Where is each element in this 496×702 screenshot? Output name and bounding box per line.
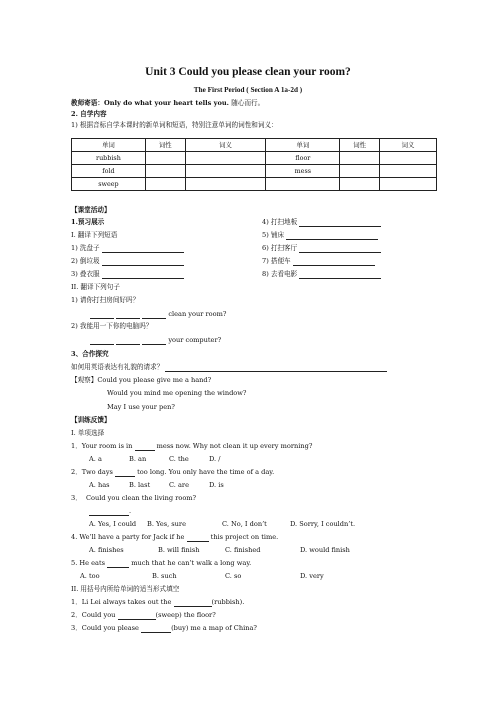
- phrase-item: 1) 洗盘子: [71, 244, 184, 253]
- answer-blank[interactable]: [286, 231, 378, 240]
- vocab-cell[interactable]: [185, 178, 266, 191]
- vocab-row: [72, 152, 437, 165]
- answer-blank[interactable]: [174, 598, 212, 607]
- self-study-heading: 2. 自学内容: [71, 110, 107, 118]
- vocab-cell[interactable]: [185, 165, 266, 178]
- self-study-item: 1) 根据音标自学本课时的新单词和短语，特别注意单词的词性和词义：: [71, 121, 278, 129]
- answer-blank[interactable]: [90, 336, 114, 345]
- vocab-cell[interactable]: [266, 178, 340, 191]
- sentence-cn: 2) 我能用一下你的电脑吗？: [71, 322, 153, 330]
- answer-blank[interactable]: [142, 336, 166, 345]
- vocab-cell[interactable]: [185, 152, 266, 165]
- vocab-row: [72, 165, 437, 178]
- preview-heading: 1.预习展示: [71, 218, 105, 226]
- phrase-item: 8) 去看电影: [262, 270, 381, 279]
- part1-title: I. 翻译下列短语: [71, 231, 118, 239]
- class-activity-heading: 【课堂活动】: [71, 206, 111, 214]
- answer-blank[interactable]: [141, 624, 171, 633]
- option[interactable]: D. would finish: [300, 546, 350, 554]
- answer-blank[interactable]: [107, 559, 129, 568]
- option[interactable]: A. finishes: [89, 546, 124, 554]
- answer-blank[interactable]: [299, 218, 381, 227]
- vocab-cell: sweep: [72, 178, 146, 191]
- page-subtitle: The First Period ( Section A 1a-2d ): [193, 86, 303, 94]
- answer-blank[interactable]: [90, 310, 114, 319]
- answer-blank[interactable]: [116, 336, 140, 345]
- vocab-header: 词义: [380, 139, 437, 152]
- phrase-item: 4) 打扫地板: [262, 218, 381, 227]
- question-4: 4. We’ll have a party for Jack if he this project on time.: [71, 533, 279, 541]
- answer-blank[interactable]: [135, 442, 155, 451]
- option[interactable]: C. No, I don’t: [222, 520, 267, 528]
- option[interactable]: C. finished: [225, 546, 261, 554]
- phrase-item: 3) 叠衣服: [71, 270, 184, 279]
- explore-heading: 3、合作探究: [71, 350, 109, 358]
- page-title: Unit 3 Could you please clean your room?: [145, 66, 351, 78]
- teacher-note: [71, 99, 264, 108]
- option[interactable]: B. such: [152, 572, 177, 580]
- phrase-item: 2) 倒垃圾: [71, 257, 184, 266]
- answer-blank[interactable]: [299, 270, 381, 279]
- option[interactable]: D. very: [300, 572, 324, 580]
- option[interactable]: A. a: [89, 455, 102, 463]
- question-2: 2．Two days too long. You only have the time of a day.: [71, 468, 275, 476]
- teacher-note-cn: 随心而行。: [231, 99, 265, 107]
- vocab-cell[interactable]: [340, 165, 380, 178]
- answer-blank[interactable]: [299, 244, 381, 253]
- vocab-cell: mess: [266, 165, 340, 178]
- vocab-cell[interactable]: [145, 152, 185, 165]
- fill-question-3: 3．Could you please (buy) me a map of China?: [71, 624, 257, 632]
- option[interactable]: D. is: [209, 481, 224, 489]
- vocab-cell[interactable]: [145, 178, 185, 191]
- answer-blank[interactable]: [293, 257, 375, 266]
- answer-blank[interactable]: [142, 310, 166, 319]
- option[interactable]: C. the: [169, 455, 189, 463]
- sentence-en: your computer?: [90, 336, 221, 345]
- teacher-note-text: Only do what your heart tells you.: [103, 99, 229, 107]
- answer-blank[interactable]: [102, 244, 184, 253]
- vocab-cell[interactable]: [380, 165, 437, 178]
- fill-question-2: 2．Could you (sweep) the floor?: [71, 611, 216, 619]
- answer-blank[interactable]: [116, 310, 140, 319]
- option[interactable]: D. /: [209, 455, 221, 463]
- option[interactable]: A. has: [89, 481, 110, 489]
- fill-question-1: 1．Li Lei always takes out the (rubbish).: [71, 598, 245, 606]
- vocab-cell[interactable]: [340, 152, 380, 165]
- option[interactable]: C. are: [169, 481, 189, 489]
- question-3-answer: .: [89, 507, 131, 516]
- sentence-cn: 1) 请你打扫房间好吗？: [71, 296, 140, 304]
- phrase-item: 5) 铺床: [262, 231, 378, 240]
- option[interactable]: B. Yes, sure: [147, 520, 186, 528]
- answer-blank[interactable]: [102, 257, 184, 266]
- question-1: 1．Your room is in mess now. Why not clean it up every morning?: [71, 442, 313, 450]
- vocab-row: [72, 178, 437, 191]
- observe-line: May I use your pen?: [107, 403, 175, 411]
- vocab-header: 词性: [145, 139, 185, 152]
- observe-line: Would you mind me opening the window?: [107, 389, 247, 397]
- answer-blank[interactable]: [187, 533, 209, 542]
- vocab-header: 单词: [72, 139, 146, 152]
- choice-part-title: I. 单项选择: [71, 429, 105, 437]
- question-3: 3． Could you clean the living room?: [71, 494, 197, 502]
- option[interactable]: B. an: [129, 455, 147, 463]
- phrase-item: 7) 搭便车: [262, 257, 375, 266]
- vocab-cell[interactable]: [380, 178, 437, 191]
- vocab-cell: fold: [72, 165, 146, 178]
- option[interactable]: B. will finish: [158, 546, 200, 554]
- option[interactable]: A. Yes, I could: [89, 520, 137, 528]
- option[interactable]: D. Sorry, I couldn’t.: [290, 520, 356, 528]
- option[interactable]: A. too: [80, 572, 100, 580]
- vocab-cell: rubbish: [72, 152, 146, 165]
- phrase-item: 6) 打扫客厅: [262, 244, 381, 253]
- vocab-cell[interactable]: [380, 152, 437, 165]
- vocab-header-row: [72, 139, 437, 152]
- vocab-header: 单词: [266, 139, 340, 152]
- answer-blank[interactable]: [118, 611, 156, 620]
- vocab-header: 词性: [340, 139, 380, 152]
- vocab-cell[interactable]: [340, 178, 380, 191]
- feedback-heading: 【训练反馈】: [71, 416, 111, 424]
- option[interactable]: C. so: [225, 572, 242, 580]
- option[interactable]: B. last: [129, 481, 151, 489]
- teacher-note-label: 教师寄语：: [71, 99, 104, 107]
- fill-part-title: II. 用括号内所给单词的适当形式填空: [71, 585, 180, 593]
- vocab-table: [71, 138, 437, 191]
- observe-line: 【观察】Could you please give me a hand?: [71, 376, 212, 384]
- sentence-en: clean your room?: [90, 310, 226, 319]
- vocab-cell: floor: [266, 152, 340, 165]
- answer-blank[interactable]: [165, 363, 387, 372]
- answer-blank[interactable]: [102, 270, 184, 279]
- question-5: 5. He eats much that he can’t walk a long way.: [71, 559, 252, 567]
- explore-question: 如何用英语表达有礼貌的请求？: [71, 363, 387, 372]
- part2-title: II. 翻译下列句子: [71, 283, 120, 291]
- vocab-cell[interactable]: [145, 165, 185, 178]
- vocab-header: 词义: [185, 139, 266, 152]
- answer-blank[interactable]: [115, 468, 135, 477]
- answer-blank[interactable]: [89, 507, 129, 516]
